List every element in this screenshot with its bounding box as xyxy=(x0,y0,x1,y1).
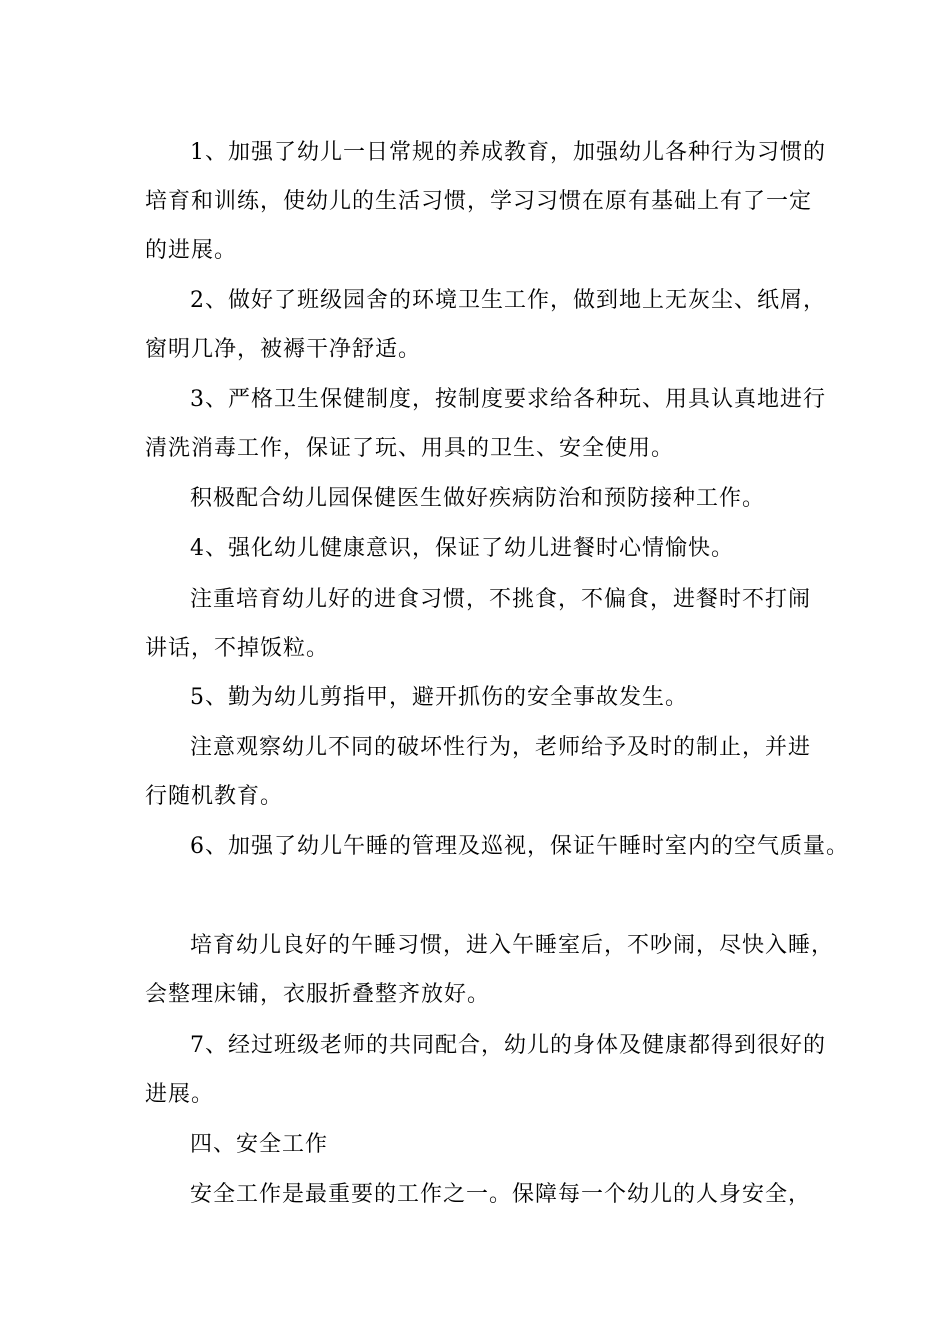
paragraph-line: 的进展。 xyxy=(145,238,238,263)
paragraph-10 xyxy=(145,921,835,1019)
paragraph-line: 注意观察幼儿不同的破坏性行为，老师给予及时的制止，并进 xyxy=(190,735,812,760)
paragraph-12 xyxy=(145,1170,825,1219)
paragraph-line: 3、严格卫生保健制度，按制度要求给各种玩、用具认真地进行 xyxy=(190,387,826,412)
paragraph-6 xyxy=(145,575,825,673)
paragraph-11 xyxy=(145,1021,825,1119)
paragraph-line: 行随机教育。 xyxy=(145,784,284,809)
section-heading-safety xyxy=(145,1120,825,1169)
paragraph-line: 窗明几净，被褥干净舒适。 xyxy=(145,337,422,362)
paragraph-line: 1、加强了幼儿一日常规的养成教育，加强幼儿各种行为习惯的 xyxy=(190,140,826,165)
paragraph-9 xyxy=(145,822,849,871)
paragraph-line: 4、强化幼儿健康意识，保证了幼儿进餐时心情愉快。 xyxy=(190,536,734,561)
paragraph-7 xyxy=(145,673,825,722)
paragraph-line: 5、勤为幼儿剪指甲，避开抓伤的安全事故发生。 xyxy=(190,685,688,710)
paragraph-line: 清洗消毒工作，保证了玩、用具的卫生、安全使用。 xyxy=(145,436,675,461)
paragraph-line: 进展。 xyxy=(145,1082,215,1107)
paragraph-line: 积极配合幼儿园保健医生做好疾病防治和预防接种工作。 xyxy=(190,486,766,511)
paragraph-4 xyxy=(145,474,825,523)
paragraph-line: 培育幼儿良好的午睡习惯，进入午睡室后，不吵闹，尽快入睡， xyxy=(190,933,835,958)
paragraph-3 xyxy=(145,375,825,473)
paragraph-line: 安全工作是最重要的工作之一。保障每一个幼儿的人身安全， xyxy=(190,1182,812,1207)
paragraph-5 xyxy=(145,524,825,573)
paragraph-2 xyxy=(145,276,825,374)
paragraph-line: 讲话，不掉饭粒。 xyxy=(145,636,330,661)
paragraph-line: 培育和训练，使幼儿的生活习惯，学习习惯在原有基础上有了一定 xyxy=(145,189,813,214)
paragraph-1 xyxy=(145,128,825,275)
paragraph-line: 6、加强了幼儿午睡的管理及巡视，保证午睡时室内的空气质量。 xyxy=(190,834,849,859)
paragraph-line: 注重培育幼儿好的进食习惯，不挑食，不偏食，进餐时不打闹 xyxy=(190,587,812,612)
paragraph-line: 会整理床铺，衣服折叠整齐放好。 xyxy=(145,982,491,1007)
paragraph-line: 7、经过班级老师的共同配合，幼儿的身体及健康都得到很好的 xyxy=(190,1033,826,1058)
paragraph-8 xyxy=(145,723,825,821)
paragraph-line: 2、做好了班级园舍的环境卫生工作，做到地上无灰尘、纸屑， xyxy=(190,288,826,313)
section-heading: 四、安全工作 xyxy=(190,1132,329,1157)
